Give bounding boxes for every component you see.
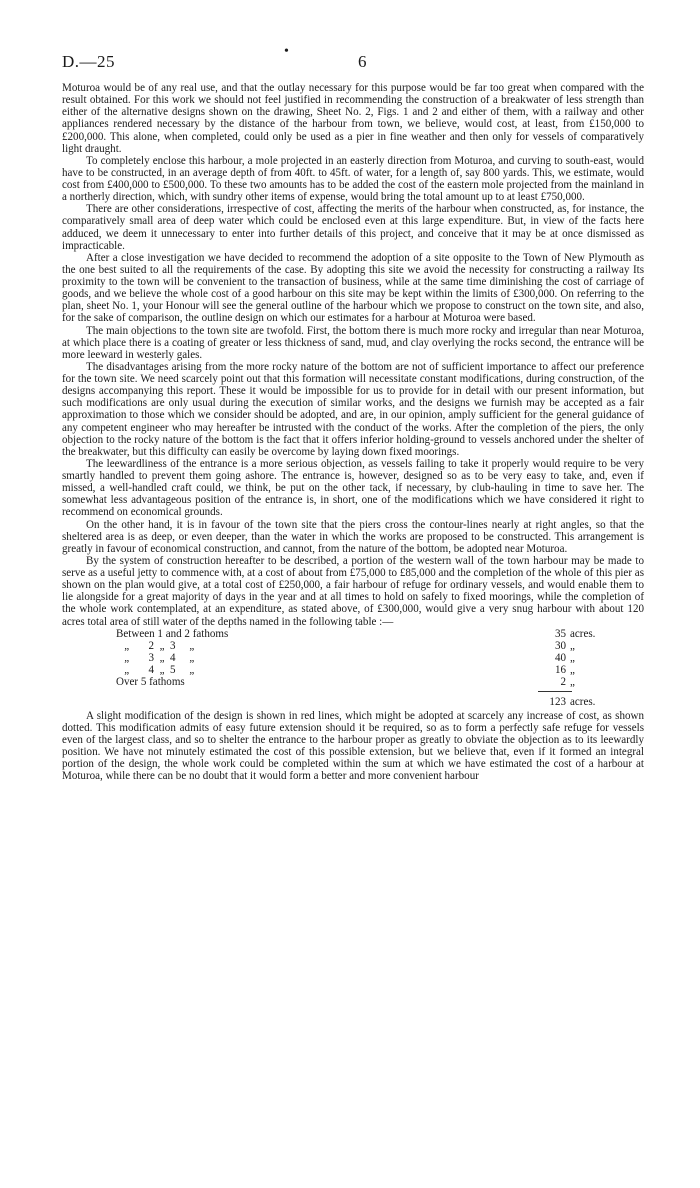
table-total-row	[62, 696, 644, 708]
acreage-unit: acres.	[570, 627, 596, 640]
acreage: 30	[554, 639, 566, 652]
total-acreage: 123	[549, 695, 566, 708]
report-body	[62, 82, 644, 782]
table-row	[62, 676, 644, 688]
paragraph: To completely enclose this harbour, a mole projected in an easterly direction from Moturoa, and curving to south-east, would have to be constructed, in an average depth of from 40ft. to 45ft. of water, for a length of, say 800 yards. This, we estimate, would cost from £400,000 to £500,000. To these two amounts has to be added the cost of the eastern mole projected from the mainland in a northerly direction, which, with sundry other items of expense, would bring the total amount up to at least £750,000.	[62, 154, 644, 204]
total-unit: acres.	[570, 695, 596, 708]
paragraph: The disadvantages arising from the more rocky nature of the bottom are not of sufficient importance to affect our preference for the town site. We need scarcely point out that this formation will necessitate constant modifications, during construction, of the designs accompanying this report. These it would be impossible for us to provide for in detail with our present information, but such modifications are only usual during the execution of similar works, and the designs we furnish may be accepted as a fair approximation to those which we consider should be adopted, and are, in our opinion, amply sufficient for the general guidance of any competent engineer who may hereafter be intrusted with the conduct of the works. After the completion of the piers, the only objection to the rocky nature of the bottom is the fact that it offers inferior holding-ground to vessels anchored under the shelter of the breakwater, but this difficulty can easily be overcome by laying down fixed moorings.	[62, 360, 644, 458]
depth-range: Between 1 and 2 fathoms	[116, 627, 229, 640]
paragraph: By the system of construction hereafter to be described, a portion of the western wall of the town harbour may be made to serve as a useful jetty to commence with, at a cost of about from £75,000 to £85,000 and the completion of the whole of this pier as shown on the plan would give, at a total cost of £250,000, a fair harbour of refuge for ordinary vessels, and would enable them to lie alongside for a great majority of days in the year and at all times to hold on safely to fixed moorings, while the completion of the whole work contemplated, at an expenditure, as stated above, of £300,000, would give a very snug harbour with about 120 acres total area of still water of the depths named in the following table :—	[62, 554, 644, 628]
paragraph: Moturoa would be of any real use, and that the outlay necessary for this purpose would be far too great when compared with the result obtained. For this work we should not feel justified in recommending the construction of a breakwater of less strength than either of the alternative designs shown on the drawing, Sheet No. 2, Figs. 1 and 2 and either of them, with a railway and other appliances rendered necessary by the distance of the harbour from town, we believe, would cost, at least, from £150,000 to £200,000. This alone, when completed, could only be used as a pier in fine weather and then only for vessels of comparatively light draught.	[62, 82, 644, 155]
acreage: 2	[560, 675, 566, 688]
table-row	[62, 628, 644, 640]
acreage: 16	[554, 663, 566, 676]
depth-table	[62, 628, 644, 710]
acreage: 40	[554, 651, 566, 664]
printer-mark: •	[284, 44, 289, 59]
depth-range: „ 3 „ 4 „	[116, 651, 195, 664]
paragraph: A slight modification of the design is shown in red lines, which might be adopted at scarcely any increase of cost, as shown dotted. This modification admits of easy future extension should it be required, so as to form a perfectly safe refuge for vessels even of the largest class, and so to shelter the entrance to the harbour proper as greatly to obviate the objection as to its leewardly position. We have not minutely estimated the cost of this possible extension, but we believe that, even if it formed an integral portion of the design, the whole work could be completed within the sum at which we have estimated the cost of a harbour at Moturoa, while there can be no doubt that it would form a better and more convenient harbour	[62, 709, 644, 783]
acreage-unit: „	[570, 639, 575, 652]
acreage-unit: „	[570, 675, 575, 688]
depth-range: „ 2 „ 3 „	[116, 639, 195, 652]
document-reference: D.—25	[62, 52, 116, 71]
acreage: 35	[554, 627, 566, 640]
paragraph: After a close investigation we have decided to recommend the adoption of a site opposite to the Town of New Plymouth as the one best suited to all the requirements of the case. By adopting this site we avoid the necessity for constructing a railway Its proximity to the town will be convenient to the transaction of business, while at the same time diminishing the cost of carriage of goods, and we believe the whole cost of a good harbour on this site may be kept within the limits of £300,000. On referring to the plan, sheet No. 1, your Honour will see the general outline of the harbour which we propose to construct on the town site, and also, for the sake of comparison, the outline design on which our estimates for a harbour at Moturoa were based.	[62, 251, 644, 325]
paragraph: There are other considerations, irrespective of cost, affecting the merits of the harbour when constructed, as, for instance, the comparatively small area of deep water which could be enclosed even at this large expenditure. But, in view of the facts here adduced, we deem it unnecessary to enter into further details of this project, and conceive that it may be at once dismissed as impracticable.	[62, 203, 644, 252]
table-row	[62, 640, 644, 652]
page-number: 6	[358, 52, 367, 71]
paragraph: The main objections to the town site are twofold. First, the bottom there is much more rocky and irregular than near Moturoa, at which place there is a coating of greater or less thickness of sand, mud, and clay overlying the rocks second, the entrance will be more leeward in westerly gales.	[62, 324, 644, 361]
depth-range: Over 5 fathoms	[116, 675, 185, 688]
acreage-unit: „	[570, 663, 575, 676]
depth-range: „ 4 „ 5 „	[116, 663, 195, 676]
paragraph: The leewardliness of the entrance is a more serious objection, as vessels failing to take it properly would require to be very smartly handled to prevent them going ashore. The entrance is, however, designed so as to be very easy to take, and, even if missed, a well-handled craft could, we think, be put on the other tack, if necessary, by club-hauling in time to save her. The somewhat less advantageous position of the entrance is, in short, one of the modifications which we have considered it right to recommend on economical grounds.	[62, 457, 644, 519]
total-rule	[538, 691, 572, 692]
table-row	[62, 664, 644, 676]
page-header	[62, 44, 644, 78]
table-row	[62, 652, 644, 664]
paragraph: On the other hand, it is in favour of the town site that the piers cross the contour-lines nearly at right angles, so that the sheltered area is as deep, or even deeper, than the water in which the works are proposed to be constructed. This arrangement is greatly in favour of economical construction, and cannot, from the nature of the bottom, be adopted near Moturoa.	[62, 518, 644, 555]
acreage-unit: „	[570, 651, 575, 664]
